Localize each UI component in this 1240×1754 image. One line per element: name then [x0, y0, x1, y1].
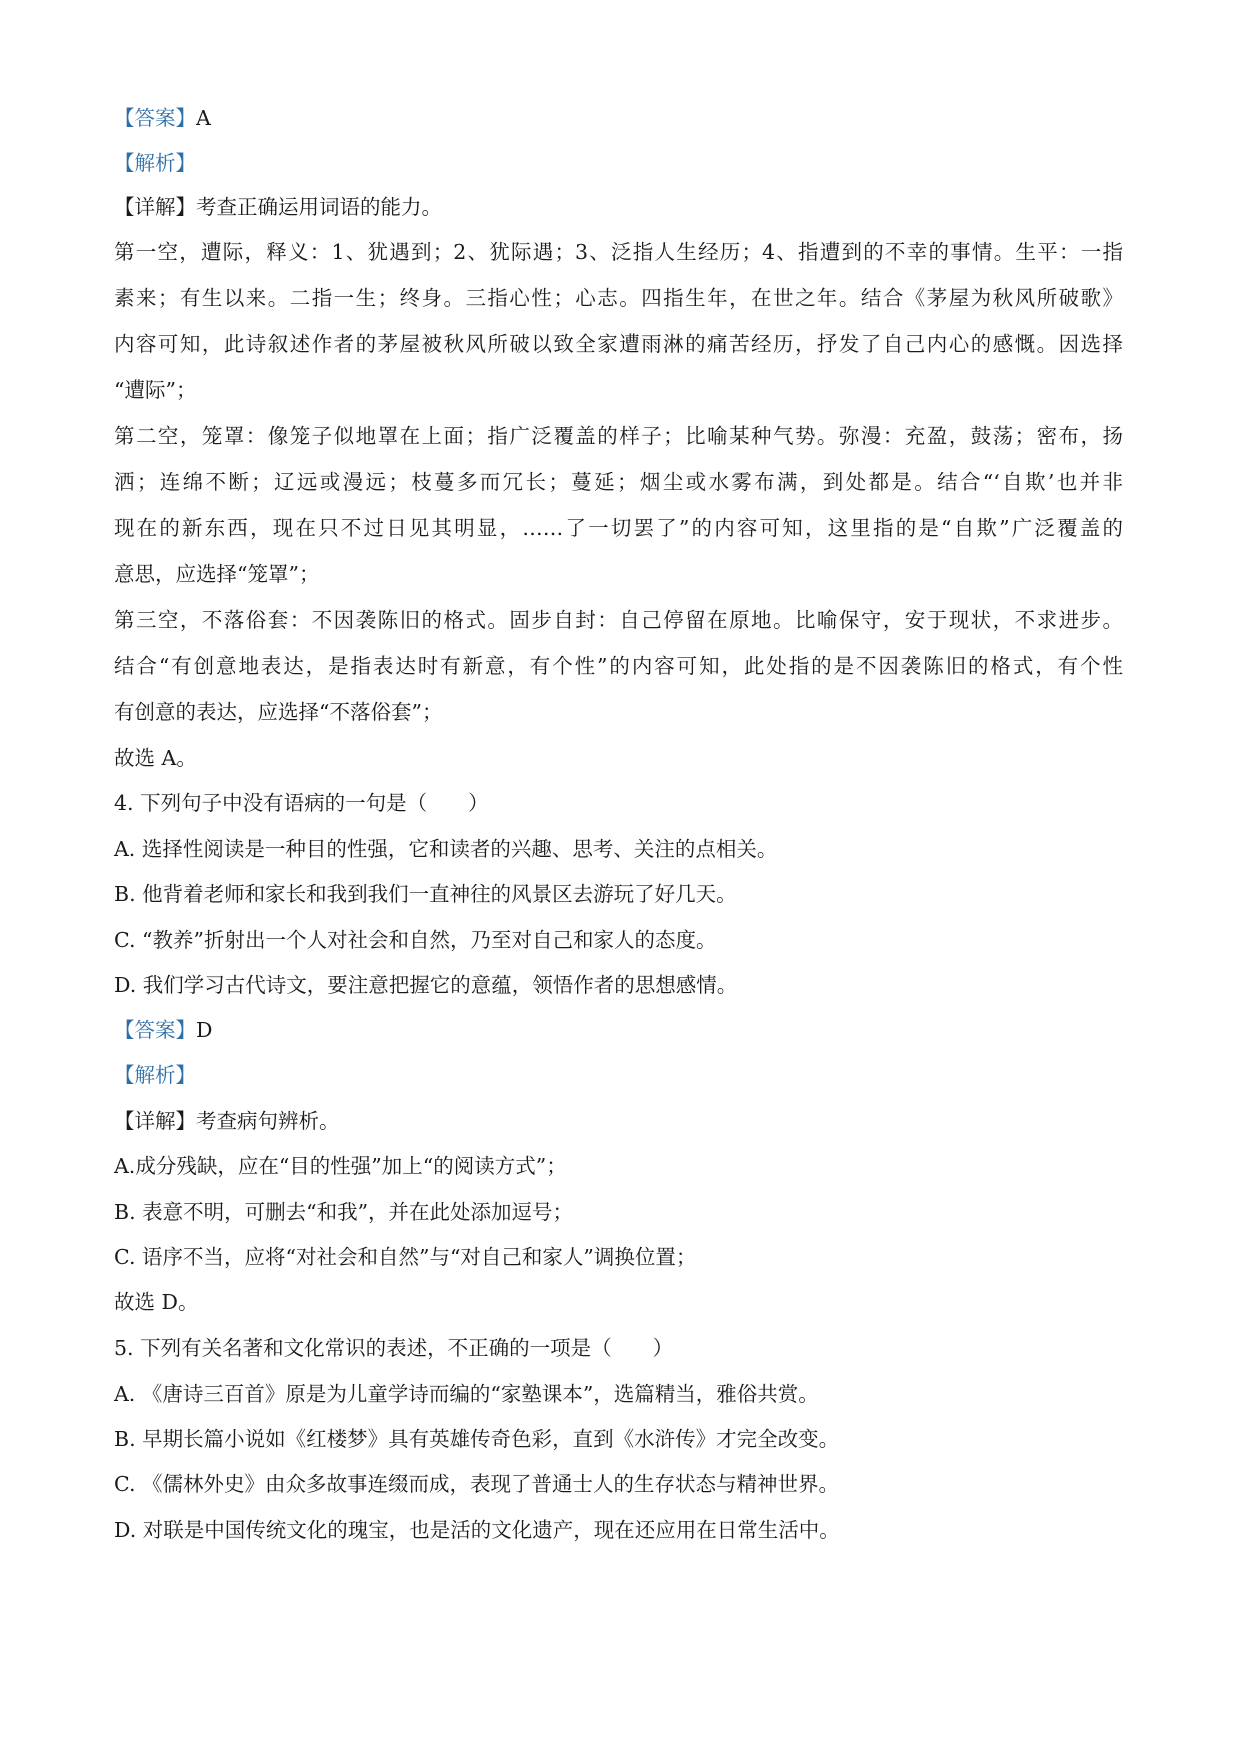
question-5-option-b: B. 早期长篇小说如《红楼梦》具有英雄传奇色彩，直到《水浒传》才完全改变。	[114, 1427, 840, 1451]
detail-line: 素来；有生以来。二指一生；终身。三指心性；心志。四指生年，在世之年。结合《茅屋为秋风所破歌》	[114, 286, 1123, 310]
question-4-option-d: D. 我们学习古代诗文，要注意把握它的意蕴，领悟作者的思想感情。	[114, 973, 738, 997]
answer-tag: 【答案】	[114, 106, 196, 130]
answer-value: D	[196, 1018, 213, 1042]
detail-line: A.成分残缺，应在“目的性强”加上“的阅读方式”；	[114, 1154, 567, 1178]
question-4-option-b: B. 他背着老师和家长和我到我们一直神往的风景区去游玩了好几天。	[114, 882, 737, 906]
detail-line: “遭际”；	[114, 378, 197, 402]
answer-value: A	[196, 106, 211, 130]
detail-line: 内容可知，此诗叙述作者的茅屋被秋风所破以致全家遭雨淋的痛苦经历，抒发了自己内心的感慨。因选择	[114, 332, 1123, 356]
detail-line: 结合“有创意地表达，是指表达时有新意，有个性”的内容可知，此处指的是不因袭陈旧的格式，有个性	[114, 654, 1123, 678]
detail-line: 现在的新东西，现在只不过日见其明显，……了一切罢了”的内容可知，这里指的是“自欺”广泛覆盖的	[114, 516, 1123, 540]
detail-line: 意思，应选择“笼罩”；	[114, 562, 320, 586]
question-5-option-c: C. 《儒林外史》由众多故事连缀而成，表现了普通士人的生存状态与精神世界。	[114, 1472, 839, 1496]
detail-line: C. 语序不当，应将“对社会和自然”与“对自己和家人”调换位置；	[114, 1245, 697, 1269]
question-4-option-c: C. “教养”折射出一个人对社会和自然，乃至对自己和家人的态度。	[114, 928, 717, 952]
question-4-option-a: A. 选择性阅读是一种目的性强，它和读者的兴趣、思考、关注的点相关。	[114, 837, 778, 861]
question-5-stem: 5. 下列有关名著和文化常识的表述，不正确的一项是（ ）	[114, 1336, 674, 1360]
detail-line: 洒；连绵不断；辽远或漫远；枝蔓多而冗长；蔓延；烟尘或水雾布满，到处都是。结合“‘自欺’也并非	[114, 470, 1123, 494]
detail-heading: 【详解】考查正确运用词语的能力。	[114, 195, 442, 219]
answer-line	[114, 104, 211, 132]
detail-line: 故选 D。	[114, 1290, 199, 1314]
detail-line: 第三空，不落俗套：不因袭陈旧的格式。固步自封：自己停留在原地。比喻保守，安于现状，不求进步。	[114, 608, 1123, 632]
answer-line	[114, 1016, 212, 1044]
detail-line: 有创意的表达，应选择“不落俗套”；	[114, 700, 443, 724]
detail-line: 第一空，遭际，释义：1、犹遇到；2、犹际遇；3、泛指人生经历；4、指遭到的不幸的事情。生平：一指	[114, 240, 1123, 264]
question-5-option-d: D. 对联是中国传统文化的瑰宝，也是活的文化遗产，现在还应用在日常生活中。	[114, 1518, 840, 1542]
detail-heading: 【详解】考查病句辨析。	[114, 1109, 340, 1133]
detail-line: 故选 A。	[114, 746, 197, 770]
analysis-tag: 【解析】	[114, 1063, 196, 1087]
detail-line: 第二空，笼罩：像笼子似地罩在上面；指广泛覆盖的样子；比喻某种气势。弥漫：充盈，鼓荡；密布，扬	[114, 424, 1123, 448]
answer-tag: 【答案】	[114, 1018, 196, 1042]
analysis-tag: 【解析】	[114, 151, 196, 175]
question-5-option-a: A. 《唐诗三百首》原是为儿童学诗而编的“家塾课本”，选篇精当，雅俗共赏。	[114, 1382, 819, 1406]
detail-line: B. 表意不明，可删去“和我”，并在此处添加逗号；	[114, 1200, 574, 1224]
question-4-stem: 4. 下列句子中没有语病的一句是（ ）	[114, 791, 489, 815]
